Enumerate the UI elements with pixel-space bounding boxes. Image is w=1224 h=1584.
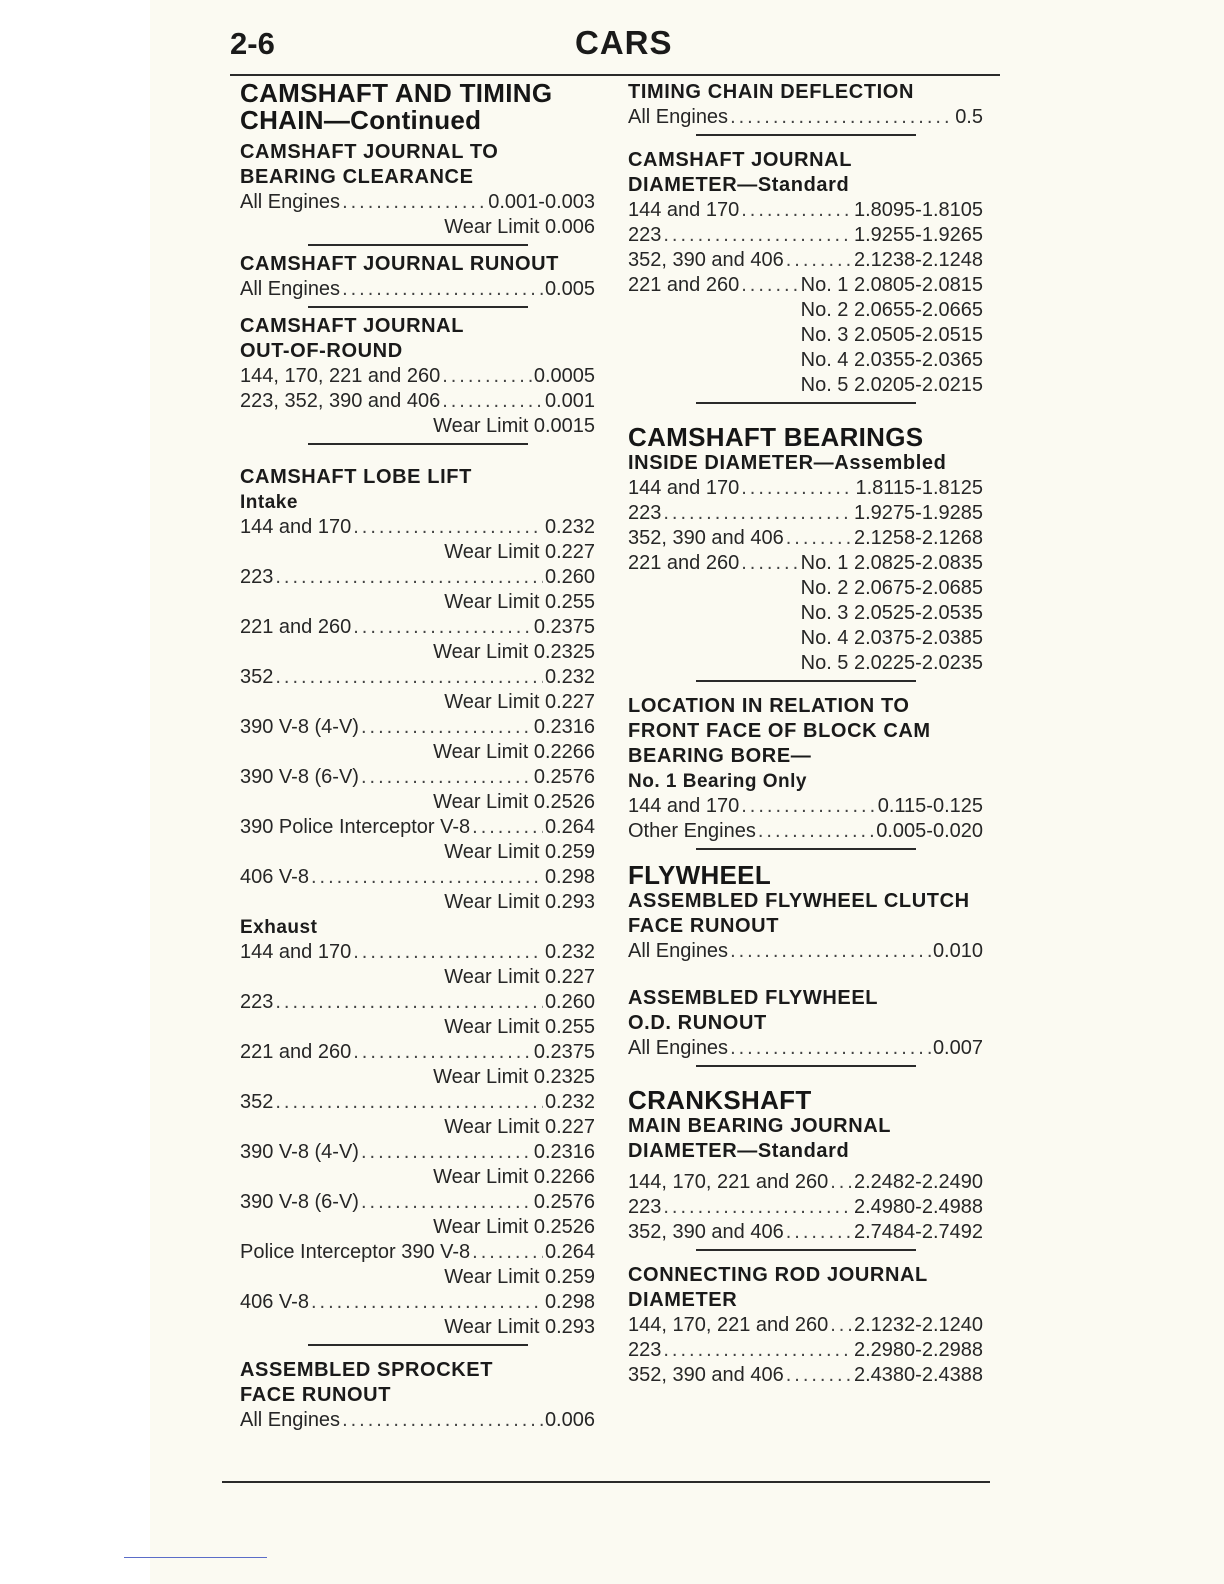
spec-row xyxy=(240,665,595,690)
spec-row xyxy=(240,765,595,790)
leader-dots xyxy=(353,1040,532,1065)
chain-deflection-title: TIMING CHAIN DEFLECTION xyxy=(628,81,915,103)
spec-value: 2.2482-2.2490 xyxy=(853,1171,983,1193)
page-number: 2-6 xyxy=(230,26,275,61)
divider xyxy=(308,443,528,445)
spec-row xyxy=(628,223,983,248)
wear-limit: Wear Limit 0.2266 xyxy=(433,1166,595,1188)
flywheel-od-title: ASSEMBLED FLYWHEEL xyxy=(628,987,879,1009)
flywheel-title: FLYWHEEL xyxy=(628,860,772,890)
leader-dots xyxy=(472,815,543,840)
spec-label: 352 xyxy=(240,1091,274,1113)
spec-value: 2.1258-2.1268 xyxy=(853,527,983,549)
divider xyxy=(308,306,528,308)
leader-dots xyxy=(275,565,543,590)
flywheel-rows xyxy=(628,939,983,964)
spec-label: 221 and 260 xyxy=(240,616,352,638)
spec-row xyxy=(240,190,595,215)
spec-value: 0.2375 xyxy=(533,1041,595,1063)
spec-label: 144, 170, 221 and 260 xyxy=(240,365,441,387)
bearings-title: CAMSHAFT BEARINGS xyxy=(628,422,924,452)
spec-label: All Engines xyxy=(628,1037,729,1059)
leader-dots xyxy=(442,364,532,389)
spec-value: 0.260 xyxy=(544,566,595,588)
wear-limit: Wear Limit 0.006 xyxy=(444,216,595,238)
rod-journal-title: DIAMETER xyxy=(628,1289,738,1311)
spec-row xyxy=(628,248,983,273)
wear-limit: Wear Limit 0.255 xyxy=(444,591,595,613)
spec-row xyxy=(240,1040,595,1065)
spec-value: 0.005-0.020 xyxy=(876,820,983,842)
leader-dots xyxy=(353,515,543,540)
lobe-lift-title: CAMSHAFT LOBE LIFT xyxy=(240,466,472,488)
leader-dots xyxy=(786,1363,852,1388)
spec-label: 223 xyxy=(628,224,662,246)
bearing-number-spec: No. 4 2.0355-2.0365 xyxy=(800,349,983,371)
spec-row xyxy=(628,273,983,298)
leader-dots xyxy=(275,1090,543,1115)
crankshaft-subtitle: MAIN BEARING JOURNAL xyxy=(628,1115,892,1137)
spec-value: 0.0005 xyxy=(533,365,595,387)
spec-label: 144, 170, 221 and 260 xyxy=(628,1171,829,1193)
wear-limit: Wear Limit 0.0015 xyxy=(433,415,595,437)
spec-row xyxy=(628,476,983,501)
spec-label: 144 and 170 xyxy=(240,941,352,963)
leader-dots xyxy=(342,190,486,215)
page-header xyxy=(230,24,1000,76)
rod-journal-rows xyxy=(628,1313,983,1388)
leader-dots xyxy=(730,105,953,130)
journal-diameter-title: CAMSHAFT JOURNAL xyxy=(628,149,853,171)
location-subtitle: No. 1 Bearing Only xyxy=(628,771,807,792)
spec-row xyxy=(240,1090,595,1115)
spec-value: 0.115-0.125 xyxy=(877,795,983,817)
leader-dots xyxy=(730,939,931,964)
stray-line xyxy=(124,1557,267,1558)
spec-value: 0.5 xyxy=(955,106,983,128)
spec-value: 0.007 xyxy=(932,1037,983,1059)
spec-label: 144 and 170 xyxy=(628,795,740,817)
spec-row xyxy=(628,1170,983,1195)
left-column xyxy=(240,80,595,1433)
spec-value: 0.264 xyxy=(544,1241,595,1263)
journal-oor-title: OUT-OF-ROUND xyxy=(240,340,403,362)
spec-value: 2.4380-2.4388 xyxy=(853,1364,983,1386)
spec-label: 221 and 260 xyxy=(240,1041,352,1063)
rod-journal-title: CONNECTING ROD JOURNAL xyxy=(628,1264,928,1286)
leader-dots xyxy=(741,198,852,223)
leader-dots xyxy=(730,1036,931,1061)
leader-dots xyxy=(311,865,543,890)
spec-row xyxy=(240,715,595,740)
spec-label: 352, 390 and 406 xyxy=(628,249,784,271)
spec-row xyxy=(628,551,983,576)
wear-limit: Wear Limit 0.2325 xyxy=(433,1066,595,1088)
spec-row xyxy=(628,794,983,819)
spec-value: 0.298 xyxy=(544,1291,595,1313)
divider xyxy=(696,134,916,136)
spec-value: 0.298 xyxy=(544,866,595,888)
bearing-number-spec: No. 2 2.0675-2.0685 xyxy=(800,577,983,599)
spec-row xyxy=(240,1190,595,1215)
leader-dots xyxy=(663,1195,852,1220)
journal-diameter-rows xyxy=(628,198,983,298)
spec-label: 223 xyxy=(628,502,662,524)
spec-value: No. 1 2.0825-2.0835 xyxy=(800,552,983,574)
spec-row xyxy=(240,990,595,1015)
spec-row xyxy=(240,1408,595,1433)
leader-dots xyxy=(361,765,532,790)
spec-value: 0.001 xyxy=(544,390,595,412)
spec-label: Police Interceptor 390 V-8 xyxy=(240,1241,471,1263)
spec-value: 0.264 xyxy=(544,816,595,838)
wear-limit: Wear Limit 0.259 xyxy=(444,841,595,863)
spec-label: All Engines xyxy=(240,191,341,213)
footer-rule xyxy=(222,1481,990,1483)
spec-row xyxy=(628,1313,983,1338)
spec-row xyxy=(628,105,983,130)
spec-row xyxy=(628,1338,983,1363)
spec-label: 221 and 260 xyxy=(628,274,740,296)
spec-row xyxy=(628,198,983,223)
spec-value: 0.232 xyxy=(544,666,595,688)
spec-row xyxy=(240,515,595,540)
leader-dots xyxy=(830,1170,852,1195)
spec-value: 0.2316 xyxy=(533,716,595,738)
wear-limit: Wear Limit 0.293 xyxy=(444,1316,595,1338)
spec-row xyxy=(240,865,595,890)
leader-dots xyxy=(361,1190,532,1215)
spec-value: 2.1238-2.1248 xyxy=(853,249,983,271)
leader-dots xyxy=(830,1313,852,1338)
spec-label: 221 and 260 xyxy=(628,552,740,574)
crankshaft-title: CRANKSHAFT xyxy=(628,1085,812,1115)
spec-row xyxy=(628,501,983,526)
leader-dots xyxy=(741,476,853,501)
spec-label: 406 V-8 xyxy=(240,1291,309,1313)
crankshaft-subtitle: DIAMETER—Standard xyxy=(628,1140,850,1162)
divider xyxy=(308,1344,528,1346)
leader-dots xyxy=(663,501,852,526)
spec-value: 0.001-0.003 xyxy=(488,191,595,213)
spec-value: 0.005 xyxy=(544,278,595,300)
spec-value: 1.9255-1.9265 xyxy=(853,224,983,246)
flywheel-od-rows xyxy=(628,1036,983,1061)
spec-value: 0.232 xyxy=(544,1091,595,1113)
journal-diameter-title: DIAMETER—Standard xyxy=(628,174,850,196)
spec-value: 2.2980-2.2988 xyxy=(853,1339,983,1361)
spec-row xyxy=(240,615,595,640)
spec-label: 223, 352, 390 and 406 xyxy=(240,390,441,412)
leader-dots xyxy=(663,223,852,248)
spec-value: No. 1 2.0805-2.0815 xyxy=(800,274,983,296)
leader-dots xyxy=(741,794,875,819)
divider xyxy=(696,1065,916,1067)
spec-label: 352 xyxy=(240,666,274,688)
wear-limit: Wear Limit 0.255 xyxy=(444,1016,595,1038)
spec-row xyxy=(240,1290,595,1315)
spec-label: All Engines xyxy=(240,278,341,300)
bearing-number-spec: No. 3 2.0505-2.0515 xyxy=(800,324,983,346)
bearings-subtitle: INSIDE DIAMETER—Assembled xyxy=(628,452,947,474)
spec-label: 144 and 170 xyxy=(240,516,352,538)
spec-row xyxy=(628,939,983,964)
spec-row xyxy=(240,277,595,302)
spec-label: 144 and 170 xyxy=(628,199,740,221)
spec-label: 352, 390 and 406 xyxy=(628,1364,784,1386)
wear-limit: Wear Limit 0.293 xyxy=(444,891,595,913)
spec-label: Other Engines xyxy=(628,820,756,842)
divider xyxy=(696,680,916,682)
spec-value: 0.2375 xyxy=(533,616,595,638)
leader-dots xyxy=(758,819,874,844)
spec-value: 0.2316 xyxy=(533,1141,595,1163)
spec-row xyxy=(240,1140,595,1165)
leader-dots xyxy=(342,277,543,302)
leader-dots xyxy=(786,248,852,273)
spec-label: 390 V-8 (4-V) xyxy=(240,716,359,738)
exhaust-label: Exhaust xyxy=(240,917,318,938)
spec-label: All Engines xyxy=(240,1409,341,1431)
location-title: LOCATION IN RELATION TO xyxy=(628,695,910,717)
bearing-number-spec: No. 2 2.0655-2.0665 xyxy=(800,299,983,321)
flywheel-subtitle: ASSEMBLED FLYWHEEL CLUTCH xyxy=(628,890,970,912)
flywheel-subtitle: FACE RUNOUT xyxy=(628,915,780,937)
wear-limit: Wear Limit 0.2526 xyxy=(433,791,595,813)
section-title: CAMSHAFT AND TIMING xyxy=(240,78,553,108)
spec-value: 2.4980-2.4988 xyxy=(853,1196,983,1218)
spec-row xyxy=(240,1240,595,1265)
spec-row xyxy=(240,364,595,389)
journal-runout-title: CAMSHAFT JOURNAL RUNOUT xyxy=(240,253,559,275)
leader-dots xyxy=(786,1220,852,1245)
sprocket-title: ASSEMBLED SPROCKET xyxy=(240,1359,494,1381)
spec-value: 1.9275-1.9285 xyxy=(853,502,983,524)
bearing-number-spec: No. 5 2.0205-2.0215 xyxy=(800,374,983,396)
spec-label: 390 V-8 (6-V) xyxy=(240,1191,359,1213)
leader-dots xyxy=(786,526,852,551)
leader-dots xyxy=(361,1140,532,1165)
spec-label: 144 and 170 xyxy=(628,477,740,499)
divider xyxy=(696,1249,916,1251)
leader-dots xyxy=(275,990,543,1015)
section-title-continued: CHAIN—Continued xyxy=(240,105,482,135)
spec-label: 390 V-8 (6-V) xyxy=(240,766,359,788)
leader-dots xyxy=(275,665,543,690)
spec-label: 352, 390 and 406 xyxy=(628,527,784,549)
divider xyxy=(696,402,916,404)
spec-value: 0.232 xyxy=(544,941,595,963)
bearings-extra xyxy=(628,576,983,676)
spec-value: 0.260 xyxy=(544,991,595,1013)
spec-label: 223 xyxy=(240,991,274,1013)
leader-dots xyxy=(361,715,532,740)
wear-limit: Wear Limit 0.2325 xyxy=(433,641,595,663)
leader-dots xyxy=(663,1338,852,1363)
spec-row xyxy=(628,1363,983,1388)
bearings-rows xyxy=(628,476,983,576)
spec-row xyxy=(628,819,983,844)
bearing-number-spec: No. 3 2.0525-2.0535 xyxy=(800,602,983,624)
leader-dots xyxy=(442,389,543,414)
spec-value: 0.2576 xyxy=(533,1191,595,1213)
bearing-number-spec: No. 4 2.0375-2.0385 xyxy=(800,627,983,649)
spec-row xyxy=(240,565,595,590)
leader-dots xyxy=(741,273,798,298)
spec-label: 223 xyxy=(628,1196,662,1218)
spec-label: 223 xyxy=(628,1339,662,1361)
spec-row xyxy=(628,1220,983,1245)
spec-label: 390 V-8 (4-V) xyxy=(240,1141,359,1163)
spec-label: 352, 390 and 406 xyxy=(628,1221,784,1243)
spec-value: 0.2576 xyxy=(533,766,595,788)
spec-value: 2.7484-2.7492 xyxy=(853,1221,983,1243)
exhaust-list xyxy=(240,940,595,1340)
page-title: CARS xyxy=(575,24,673,61)
bearing-number-spec: No. 5 2.0225-2.0235 xyxy=(800,652,983,674)
location-title: BEARING BORE— xyxy=(628,745,812,767)
leader-dots xyxy=(342,1408,543,1433)
wear-limit: Wear Limit 0.227 xyxy=(444,691,595,713)
leader-dots xyxy=(741,551,798,576)
spec-row xyxy=(240,389,595,414)
spec-label: 406 V-8 xyxy=(240,866,309,888)
journal-diameter-extra xyxy=(628,298,983,398)
wear-limit: Wear Limit 0.259 xyxy=(444,1266,595,1288)
wear-limit: Wear Limit 0.2526 xyxy=(433,1216,595,1238)
spec-label: 223 xyxy=(240,566,274,588)
spec-label: 390 Police Interceptor V-8 xyxy=(240,816,471,838)
divider xyxy=(696,848,916,850)
spec-label: All Engines xyxy=(628,106,729,128)
spec-value: 0.006 xyxy=(544,1409,595,1431)
right-column xyxy=(628,80,983,1388)
wear-limit: Wear Limit 0.227 xyxy=(444,541,595,563)
flywheel-od-title: O.D. RUNOUT xyxy=(628,1012,767,1034)
journal-clearance-title: BEARING CLEARANCE xyxy=(240,166,474,188)
wear-limit: Wear Limit 0.227 xyxy=(444,1116,595,1138)
leader-dots xyxy=(311,1290,543,1315)
spec-value: 1.8095-1.8105 xyxy=(853,199,983,221)
spec-value: 2.1232-2.1240 xyxy=(853,1314,983,1336)
divider xyxy=(308,244,528,246)
spec-value: 1.8115-1.8125 xyxy=(855,477,983,499)
leader-dots xyxy=(353,615,532,640)
journal-oor-title: CAMSHAFT JOURNAL xyxy=(240,315,465,337)
spec-row xyxy=(240,940,595,965)
spec-value: 0.232 xyxy=(544,516,595,538)
spec-row xyxy=(628,1195,983,1220)
leader-dots xyxy=(472,1240,543,1265)
sprocket-title: FACE RUNOUT xyxy=(240,1384,392,1406)
crankshaft-rows xyxy=(628,1170,983,1245)
intake-list xyxy=(240,515,595,915)
leader-dots xyxy=(353,940,543,965)
spec-row xyxy=(628,1036,983,1061)
spec-label: All Engines xyxy=(628,940,729,962)
spec-label: 144, 170, 221 and 260 xyxy=(628,1314,829,1336)
location-rows xyxy=(628,794,983,844)
spec-value: 0.010 xyxy=(932,940,983,962)
spec-row xyxy=(628,526,983,551)
spec-row xyxy=(240,815,595,840)
wear-limit: Wear Limit 0.2266 xyxy=(433,741,595,763)
wear-limit: Wear Limit 0.227 xyxy=(444,966,595,988)
location-title: FRONT FACE OF BLOCK CAM xyxy=(628,720,931,742)
intake-label: Intake xyxy=(240,492,298,513)
journal-clearance-title: CAMSHAFT JOURNAL TO xyxy=(240,141,499,163)
